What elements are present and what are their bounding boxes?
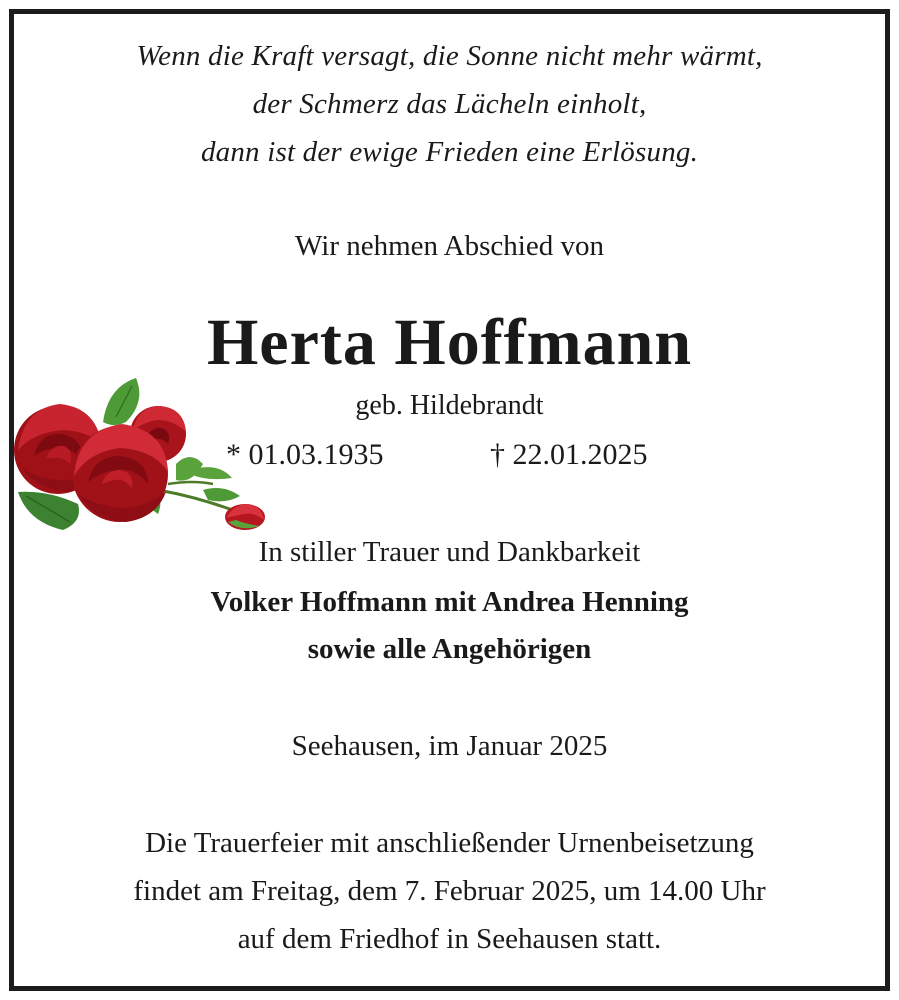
place-date: Seehausen, im Januar 2025 bbox=[291, 730, 608, 762]
farewell-intro: Wir nehmen Abschied von bbox=[295, 230, 604, 262]
ceremony-line-2: findet am Freitag, dem 7. Februar 2025, um 14.00 Uhr bbox=[133, 875, 766, 907]
poem-line-3: dann ist der ewige Frieden eine Erlösung. bbox=[200, 136, 699, 168]
family-names: Volker Hoffmann mit Andrea Henning bbox=[210, 586, 689, 618]
poem-line-1: Wenn die Kraft versagt, die Sonne nicht mehr wärmt, bbox=[136, 40, 763, 72]
other-relatives: sowie alle Angehörigen bbox=[307, 633, 592, 665]
birth-date: * 01.03.1935 bbox=[226, 438, 384, 471]
red-roses-icon bbox=[8, 372, 270, 540]
poem-line-2: der Schmerz das Lächeln einholt, bbox=[252, 88, 647, 120]
mourning-line: In stiller Trauer und Dankbarkeit bbox=[258, 536, 641, 568]
death-date: † 22.01.2025 bbox=[490, 438, 648, 471]
deceased-name: Herta Hoffmann bbox=[206, 306, 693, 379]
ceremony-line-3: auf dem Friedhof in Seehausen statt. bbox=[237, 923, 662, 955]
ceremony-line-1: Die Trauerfeier mit anschließender Urnenbeisetzung bbox=[145, 827, 754, 859]
birth-name: geb. Hildebrandt bbox=[355, 390, 544, 421]
